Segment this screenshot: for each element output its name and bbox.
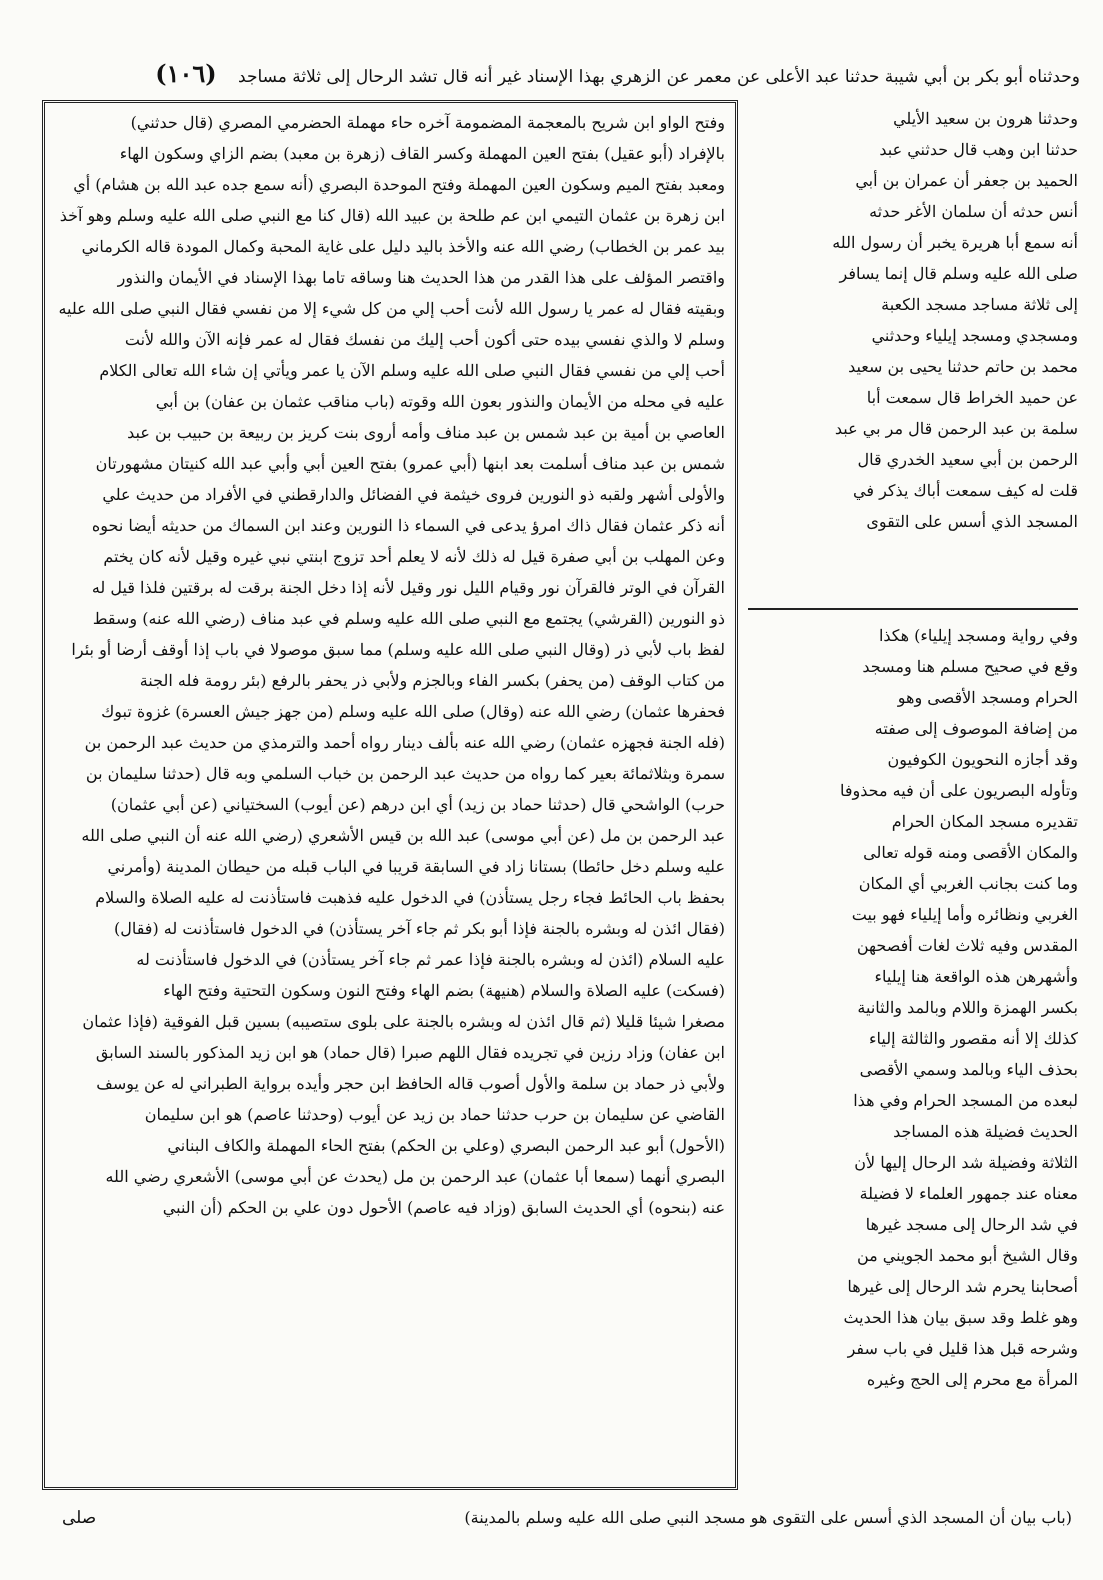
side-line: الحديث فضيلة هذه المساجد bbox=[893, 1122, 1078, 1141]
side-line: الثلاثة وفضيلة شد الرحال إليها لأن bbox=[854, 1153, 1078, 1172]
commentary-line: أحب إلي من نفسي فقال النبي صلى الله عليه وسلم الآن يا عمر ويأتي إن شاء الله تعالى الكلام bbox=[99, 361, 725, 380]
page-number: (١٠٦) bbox=[155, 59, 217, 88]
commentary-line: حرب) الواشحي قال (حدثنا حماد بن زيد) أي ابن درهم (عن أيوب) السختياني (عن أبي عثمان) bbox=[110, 795, 725, 814]
side-line: والمكان الأقصى ومنه قوله تعالى bbox=[863, 843, 1078, 862]
commentary-line: فحفرها عثمان) رضي الله عنه (وقال) صلى الله عليه وسلم (من جهز جيش العسرة) غزوة تبوك bbox=[101, 702, 725, 721]
matn-line: محمد بن حاتم حدثنا يحيى بن سعيد bbox=[848, 357, 1078, 376]
commentary-line: عليه وسلم دخل حائطا) بستانا زاد في السابقة قريبا في الباب قبله من حيطان المدينة (وأمرني bbox=[107, 857, 725, 876]
commentary-line: سمرة وبثلاثمائة بعير كما رواه من حديث عبد الرحمن بن خباب السلمي وبه قال (حدثنا سليمان بن bbox=[85, 764, 725, 783]
commentary-line: أنه ذكر عثمان فقال ذاك امرؤ يدعى في السماء ذا النورين وعند ابن السماك من حديثه أيضا نحوه bbox=[91, 516, 725, 535]
commentary-line: ذو النورين (القرشي) يجتمع مع النبي صلى الله عليه وسلم في عبد مناف (رضي الله عنه) وسقط bbox=[92, 609, 725, 628]
matn-line: أنس حدثه أن سلمان الأغر حدثه bbox=[869, 202, 1078, 221]
commentary-line: القاضي عن سليمان بن حرب حدثنا حماد بن زيد عن أيوب (وحدثنا عاصم) هو ابن سليمان bbox=[144, 1105, 725, 1124]
commentary-line: من كتاب الوقف (من يحفر) بكسر الفاء وبالجزم ولأبي ذر يحفر بالرفع (بئر رومة فله الجنة bbox=[139, 671, 725, 690]
commentary-line: بيد عمر بن الخطاب) رضي الله عنه والأخذ باليد دليل على غاية المحبة وكمال المودة قاله الكرماني bbox=[81, 237, 725, 256]
side-line: المرأة مع محرم إلى الحج وغيره bbox=[866, 1370, 1078, 1389]
side-line: وتأوله البصريون على أن فيه محذوفا bbox=[840, 781, 1078, 800]
matn-line: أنه سمع أبا هريرة يخبر أن رسول الله bbox=[832, 233, 1078, 252]
side-line: بحذف الياء وبالمد وسمي الأقصى bbox=[859, 1060, 1078, 1079]
matn-line: وحدثنا هرون بن سعيد الأيلي bbox=[893, 109, 1078, 128]
side-line: وما كنت بجانب الغربي أي المكان bbox=[858, 874, 1078, 893]
commentary-line: (فسكت) عليه الصلاة والسلام (هنيهة) بضم الهاء وفتح النون وسكون التحتية وفتح الهاء bbox=[163, 981, 725, 1000]
commentary-line: وعن المهلب بن أبي صفرة قيل له ذلك لأنه لا يعلم أحد تزوج ابنتي نبي غيره وقيل لأنه كان يختم bbox=[103, 547, 725, 566]
side-line: وفي رواية ومسجد إيلياء) هكذا bbox=[878, 626, 1078, 645]
side-line: في شد الرحال إلى مسجد غيرها bbox=[865, 1215, 1078, 1234]
matn-line: الحميد بن جعفر أن عمران بن أبي bbox=[855, 171, 1078, 190]
commentary-line: لفظ باب لأبي ذر (وقال النبي صلى الله عليه وسلم) مما سبق موصولا في باب إذا أوقف أرضا أو بئرا bbox=[71, 640, 725, 659]
commentary-line: العاصي بن أمية بن عبد شمس بن عبد مناف وأمه أروى بنت كريز بن ربيعة بن حبيب بن عبد bbox=[127, 423, 725, 442]
side-line: الغربي ونظائره وأما إيلياء فهو بيت bbox=[851, 905, 1078, 924]
commentary-line: عليه السلام (ائذن له وبشره بالجنة فإذا عمر ثم جاء آخر يستأذن) في الدخول فاستأذنت له bbox=[136, 950, 725, 969]
side-line: وأشهرهن هذه الواقعة هنا إيلياء bbox=[874, 967, 1078, 986]
side-line: المقدس وفيه ثلاث لغات أفصحهن bbox=[856, 936, 1078, 955]
matn-line: حدثنا ابن وهب قال حدثني عبد bbox=[879, 140, 1078, 159]
commentary-line: عنه (بنحوه) أي الحديث السابق (وزاد فيه عاصم) الأحول دون علي بن الحكم (أن النبي bbox=[162, 1198, 725, 1217]
side-line: أصحابنا يحرم شد الرحال إلى غيرها bbox=[847, 1277, 1078, 1296]
side-line: وقع في صحيح مسلم هنا ومسجد bbox=[862, 657, 1078, 676]
matn-line: ومسجدي ومسجد إيلياء وحدثني bbox=[871, 326, 1078, 345]
commentary-line: ابن عفان) وزاد رزين في تجريده فقال اللهم صبرا (قال حماد) هو ابن زيد المذكور بالسند السابق bbox=[95, 1043, 725, 1062]
commentary-line: (الأحول) أبو عبد الرحمن البصري (وعلي بن الحكم) بفتح الحاء المهملة والكاف البناني bbox=[167, 1136, 725, 1155]
commentary-line: وفتح الواو ابن شريح بالمعجمة المضمومة آخره حاء مهملة الحضرمي المصري (قال حدثني) bbox=[130, 113, 725, 132]
commentary-line: القرآن في الوتر فالقرآن نور وقيام الليل نور وقيل لأنه إذا دخل الجنة برقت له برقتين فلذا قيل له bbox=[91, 578, 725, 597]
side-line: بكسر الهمزة واللام وبالمد والثانية bbox=[857, 998, 1078, 1017]
commentary-line: واقتصر المؤلف على هذا القدر من هذا الحديث هنا وساقه تاما بهذا الإسناد في الأيمان والنذور bbox=[117, 268, 725, 287]
matn-line: الرحمن بن أبي سعيد الخدري قال bbox=[857, 450, 1078, 469]
commentary-line: ولأبي ذر حماد بن سلمة والأول أصوب قاله الحافظ ابن حجر وأيده برواية الطبراني له عن يوسف bbox=[96, 1074, 725, 1093]
side-line: كذلك إلا أنه مقصور والثالثة إلياء bbox=[869, 1029, 1078, 1048]
commentary-line: بالإفراد (أبو عقيل) بفتح العين المهملة وكسر القاف (زهرة بن معبد) بضم الزاي وسكون الهاء bbox=[119, 144, 725, 163]
commentary-line: ابن زهرة بن عثمان التيمي ابن عم طلحة بن عبيد الله (قال كنا مع النبي صلى الله عليه وسلم وهو آخذ bbox=[59, 206, 725, 225]
commentary-box bbox=[42, 100, 738, 1490]
page-header bbox=[22, 52, 1080, 96]
side-line: وشرحه قبل هذا قليل في باب سفر bbox=[847, 1339, 1078, 1358]
side-commentary-column bbox=[748, 620, 1078, 1484]
matn-line: عن حميد الخراط قال سمعت أبا bbox=[866, 388, 1078, 407]
page-footer bbox=[62, 1500, 1072, 1536]
side-line: وقال الشيخ أبو محمد الجويني من bbox=[856, 1246, 1078, 1265]
commentary-line: (فله الجنة فجهزه عثمان) رضي الله عنه بألف دينار رواه أحمد والترمذي من حديث عبد الرحمن بن bbox=[84, 733, 725, 752]
side-line: وقد أجازه النحويون الكوفيون bbox=[887, 750, 1078, 769]
header-text: وحدثناه أبو بكر بن أبي شيبة حدثنا عبد الأعلى عن معمر عن الزهري بهذا الإسناد غير أنه قال تشد الرحال إلى ثلاثة مساجد bbox=[238, 67, 1080, 87]
commentary-line: وبقيته فقال له عمر يا رسول الله لأنت أحب إلي من كل شيء إلا من نفسي فقال النبي صلى الله عليه bbox=[58, 299, 725, 318]
catchword: صلى bbox=[62, 1508, 97, 1528]
commentary-line: البصري أنهما (سمعا أبا عثمان) عبد الرحمن بن مل (يحدث عن أبي موسى) الأشعري رضي الله bbox=[105, 1167, 725, 1186]
commentary-line: عليه في محله من الأيمان والنذور بعون الله وقوته (باب مناقب عثمان بن عفان) بن أبي bbox=[155, 392, 725, 411]
commentary-line: شمس بن عبد مناف أسلمت بعد ابنها (أبي عمرو) بفتح العين أبي وأبي عبد الله كنيتان مشهورتان bbox=[95, 454, 725, 473]
matn-line: قلت له كيف سمعت أباك يذكر في bbox=[853, 481, 1078, 500]
matn-line: المسجد الذي أسس على التقوى bbox=[866, 512, 1078, 531]
side-line: من إضافة الموصوف إلى صفته bbox=[874, 719, 1078, 738]
footer-chapter-heading: (باب بيان أن المسجد الذي أسس على التقوى هو مسجد النبي صلى الله عليه وسلم بالمدينة) bbox=[464, 1508, 1072, 1527]
side-line: وهو غلط وقد سبق بيان هذا الحديث bbox=[843, 1308, 1078, 1327]
side-line: لبعده من المسجد الحرام وفي هذا bbox=[853, 1091, 1078, 1110]
hadith-text-column bbox=[748, 103, 1078, 610]
commentary-line: وسلم لا والذي نفسي بيده حتى أكون أحب إليك من نفسك فقال له عمر فإنه الآن والله لأنت bbox=[124, 330, 725, 349]
commentary-line: بحفظ باب الحائط فجاء رجل يستأذن) في الدخول عليه فذهبت فاستأذنت له عليه الصلاة والسلام bbox=[95, 888, 725, 907]
commentary-line: والأولى أشهر ولقبه ذو النورين فروى خيثمة في الفضائل والدارقطني في الأفراد من حديث علي bbox=[102, 485, 725, 504]
commentary-line: عبد الرحمن بن مل (عن أبي موسى) عبد الله بن قيس الأشعري (رضي الله عنه أن النبي صلى الله bbox=[81, 826, 725, 845]
matn-line: سلمة بن عبد الرحمن قال مر بي عبد bbox=[834, 419, 1078, 438]
commentary-line: ومعبد بفتح الميم وسكون العين المهملة وفتح الموحدة البصري (أنه سمع جده عبد الله بن هشام) أي bbox=[73, 175, 725, 194]
matn-line: صلى الله عليه وسلم قال إنما يسافر bbox=[839, 264, 1078, 283]
side-line: معناه عند جمهور العلماء لا فضيلة bbox=[859, 1184, 1078, 1203]
side-line: تقديره مسجد المكان الحرام bbox=[891, 812, 1078, 831]
commentary-line: مصغرا شيئا قليلا (ثم قال ائذن له وبشره بالجنة على بلوى ستصيبه) بسين قبل الفوقية (فإذا عثمان bbox=[82, 1012, 725, 1031]
side-line: الحرام ومسجد الأقصى وهو bbox=[897, 688, 1078, 707]
matn-line: إلى ثلاثة مساجد مسجد الكعبة bbox=[881, 295, 1078, 314]
commentary-line: (فقال ائذن له وبشره بالجنة فإذا أبو بكر ثم جاء آخر يستأذن) في الدخول فاستأذنت له (فقال) bbox=[113, 919, 725, 938]
